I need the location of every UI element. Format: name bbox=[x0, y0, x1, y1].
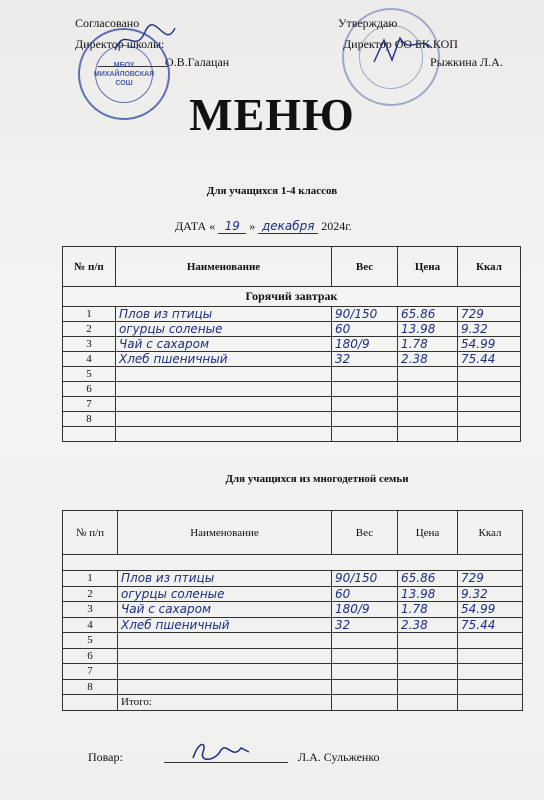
cell-empty bbox=[398, 427, 458, 442]
cell-kcal bbox=[458, 382, 521, 397]
table-row bbox=[63, 571, 523, 587]
cell-name: Чай с сахаром bbox=[118, 602, 332, 618]
cell-number: 2 bbox=[63, 322, 116, 337]
approval-left-name: О.В.Галацан bbox=[165, 55, 230, 69]
col-header-number: № п/п bbox=[63, 247, 116, 287]
cell-weight: 180/9 bbox=[332, 337, 398, 352]
cell-empty bbox=[332, 695, 398, 711]
date-mid: » bbox=[249, 219, 256, 233]
col-header-number: № п/п bbox=[63, 511, 118, 555]
cell-weight bbox=[332, 367, 398, 382]
cell-number: 8 bbox=[63, 679, 118, 695]
date-line bbox=[175, 219, 352, 234]
approval-right-title: Утверждаю bbox=[338, 16, 398, 30]
table-row-empty bbox=[63, 427, 521, 442]
cell-price bbox=[398, 633, 458, 649]
cell-weight bbox=[332, 664, 398, 680]
cell-empty bbox=[63, 695, 118, 711]
cell-price bbox=[398, 382, 458, 397]
table-header-row bbox=[63, 511, 523, 555]
date-suffix: 2024г. bbox=[321, 219, 352, 233]
table-row bbox=[63, 633, 523, 649]
cell-weight: 60 bbox=[332, 322, 398, 337]
cell-price: 1.78 bbox=[398, 602, 458, 618]
cell-kcal bbox=[458, 648, 523, 664]
cell-number: 8 bbox=[63, 412, 116, 427]
table-row bbox=[63, 617, 523, 633]
col-header-kcal: Ккал bbox=[458, 511, 523, 555]
cell-number: 3 bbox=[63, 602, 118, 618]
cell-name: Плов из птицы bbox=[118, 571, 332, 587]
cell-price: 1.78 bbox=[398, 337, 458, 352]
cell-number: 3 bbox=[63, 337, 116, 352]
cell-empty bbox=[398, 695, 458, 711]
col-header-price: Цена bbox=[398, 247, 458, 287]
cell-kcal bbox=[458, 397, 521, 412]
approval-right-name: Рыжкина Л.А. bbox=[430, 55, 503, 69]
cell-kcal bbox=[458, 367, 521, 382]
approval-right-role: Директор ОО БК КОП bbox=[343, 37, 458, 51]
menu-table-large-family bbox=[62, 510, 523, 711]
cell-number: 5 bbox=[63, 633, 118, 649]
cell-price bbox=[398, 648, 458, 664]
cell-name: Хлеб пшеничный bbox=[116, 352, 332, 367]
date-day: 19 bbox=[218, 219, 246, 234]
page-title: МЕНЮ bbox=[189, 89, 355, 140]
cell-name bbox=[118, 633, 332, 649]
cell-number: 7 bbox=[63, 397, 116, 412]
cell-number: 5 bbox=[63, 367, 116, 382]
cell-price: 2.38 bbox=[398, 617, 458, 633]
cell-kcal: 9.32 bbox=[458, 586, 523, 602]
total-row bbox=[63, 695, 523, 711]
cell-weight bbox=[332, 633, 398, 649]
signature-right bbox=[370, 30, 440, 70]
cell-number: 6 bbox=[63, 648, 118, 664]
cell-empty bbox=[458, 695, 523, 711]
table-header-row bbox=[63, 247, 521, 287]
cell-kcal: 9.32 bbox=[458, 322, 521, 337]
cell-weight bbox=[332, 412, 398, 427]
col-header-weight: Вес bbox=[332, 247, 398, 287]
cell-price: 65.86 bbox=[398, 571, 458, 587]
cell-kcal bbox=[458, 412, 521, 427]
cell-name: Плов из птицы bbox=[116, 307, 332, 322]
table-row bbox=[63, 602, 523, 618]
spacer-row bbox=[63, 555, 523, 571]
col-header-name: Наименование bbox=[116, 247, 332, 287]
cell-number: 1 bbox=[63, 307, 116, 322]
cell-weight bbox=[332, 382, 398, 397]
cell-kcal: 729 bbox=[458, 571, 523, 587]
col-header-weight: Вес bbox=[332, 511, 398, 555]
cell-name: огурцы соленые bbox=[116, 322, 332, 337]
cell-weight bbox=[332, 679, 398, 695]
cell-weight bbox=[332, 397, 398, 412]
col-header-kcal: Ккал bbox=[458, 247, 521, 287]
cell-name: Чай с сахаром bbox=[116, 337, 332, 352]
cell-name: огурцы соленые bbox=[118, 586, 332, 602]
cell-empty bbox=[458, 427, 521, 442]
cell-name bbox=[118, 664, 332, 680]
cell-name bbox=[118, 679, 332, 695]
subtitle-grades: Для учащихся 1-4 классов bbox=[206, 185, 338, 197]
cell-kcal bbox=[458, 679, 523, 695]
stamp-left-text: МБОУ МИХАЙЛОВСКАЯ СОШ bbox=[93, 61, 155, 87]
section-hot-breakfast: Горячий завтрак bbox=[63, 287, 521, 307]
cell-weight: 90/150 bbox=[332, 307, 398, 322]
cell-price bbox=[398, 397, 458, 412]
cell-name: Хлеб пшеничный bbox=[118, 617, 332, 633]
total-label: Итого: bbox=[118, 695, 332, 711]
table-row bbox=[63, 664, 523, 680]
cell-name bbox=[116, 382, 332, 397]
table-row bbox=[63, 648, 523, 664]
cell-kcal: 75.44 bbox=[458, 352, 521, 367]
table-row bbox=[63, 352, 521, 367]
cell-number: 1 bbox=[63, 571, 118, 587]
cell-name bbox=[116, 397, 332, 412]
cell-kcal bbox=[458, 633, 523, 649]
cell-number: 7 bbox=[63, 664, 118, 680]
cell-price bbox=[398, 367, 458, 382]
cell-kcal: 729 bbox=[458, 307, 521, 322]
cook-name: Л.А. Сульженко bbox=[298, 750, 380, 764]
table-row bbox=[63, 679, 523, 695]
cell-price: 13.98 bbox=[398, 322, 458, 337]
cell-weight bbox=[332, 648, 398, 664]
table-row bbox=[63, 382, 521, 397]
cell-number: 2 bbox=[63, 586, 118, 602]
cell-name bbox=[116, 412, 332, 427]
table-row bbox=[63, 322, 521, 337]
cell-kcal: 75.44 bbox=[458, 617, 523, 633]
cell-name bbox=[118, 648, 332, 664]
section-row bbox=[63, 287, 521, 307]
table-row bbox=[63, 412, 521, 427]
cell-weight: 90/150 bbox=[332, 571, 398, 587]
table-row bbox=[63, 367, 521, 382]
cell-weight: 32 bbox=[332, 352, 398, 367]
table-row bbox=[63, 397, 521, 412]
cell-weight: 180/9 bbox=[332, 602, 398, 618]
date-month: декабря bbox=[258, 219, 318, 234]
cell-empty bbox=[63, 427, 116, 442]
spacer-cell bbox=[63, 555, 523, 571]
table-row bbox=[63, 337, 521, 352]
table-row bbox=[63, 586, 523, 602]
subtitle-large-family: Для учащихся из многодетной семьи bbox=[225, 473, 409, 485]
cell-price bbox=[398, 679, 458, 695]
col-header-price: Цена bbox=[398, 511, 458, 555]
cell-number: 4 bbox=[63, 617, 118, 633]
cell-price bbox=[398, 412, 458, 427]
cell-weight: 32 bbox=[332, 617, 398, 633]
cell-empty bbox=[332, 427, 398, 442]
cell-price: 13.98 bbox=[398, 586, 458, 602]
signature-left bbox=[110, 20, 180, 60]
date-prefix: ДАТА « bbox=[175, 219, 216, 233]
cell-kcal: 54.99 bbox=[458, 602, 523, 618]
table-row bbox=[63, 307, 521, 322]
cell-weight: 60 bbox=[332, 586, 398, 602]
col-header-name: Наименование bbox=[118, 511, 332, 555]
menu-table-grades bbox=[62, 246, 521, 442]
cell-empty bbox=[116, 427, 332, 442]
approval-left-title: Согласовано bbox=[75, 16, 140, 30]
cell-price: 65.86 bbox=[398, 307, 458, 322]
cook-label: Повар: bbox=[88, 750, 123, 764]
approval-left-role: Директор школы: bbox=[75, 37, 165, 51]
cell-number: 4 bbox=[63, 352, 116, 367]
cell-price: 2.38 bbox=[398, 352, 458, 367]
cook-signature bbox=[185, 738, 255, 766]
cell-number: 6 bbox=[63, 382, 116, 397]
cell-name bbox=[116, 367, 332, 382]
cell-kcal: 54.99 bbox=[458, 337, 521, 352]
cell-kcal bbox=[458, 664, 523, 680]
cell-price bbox=[398, 664, 458, 680]
